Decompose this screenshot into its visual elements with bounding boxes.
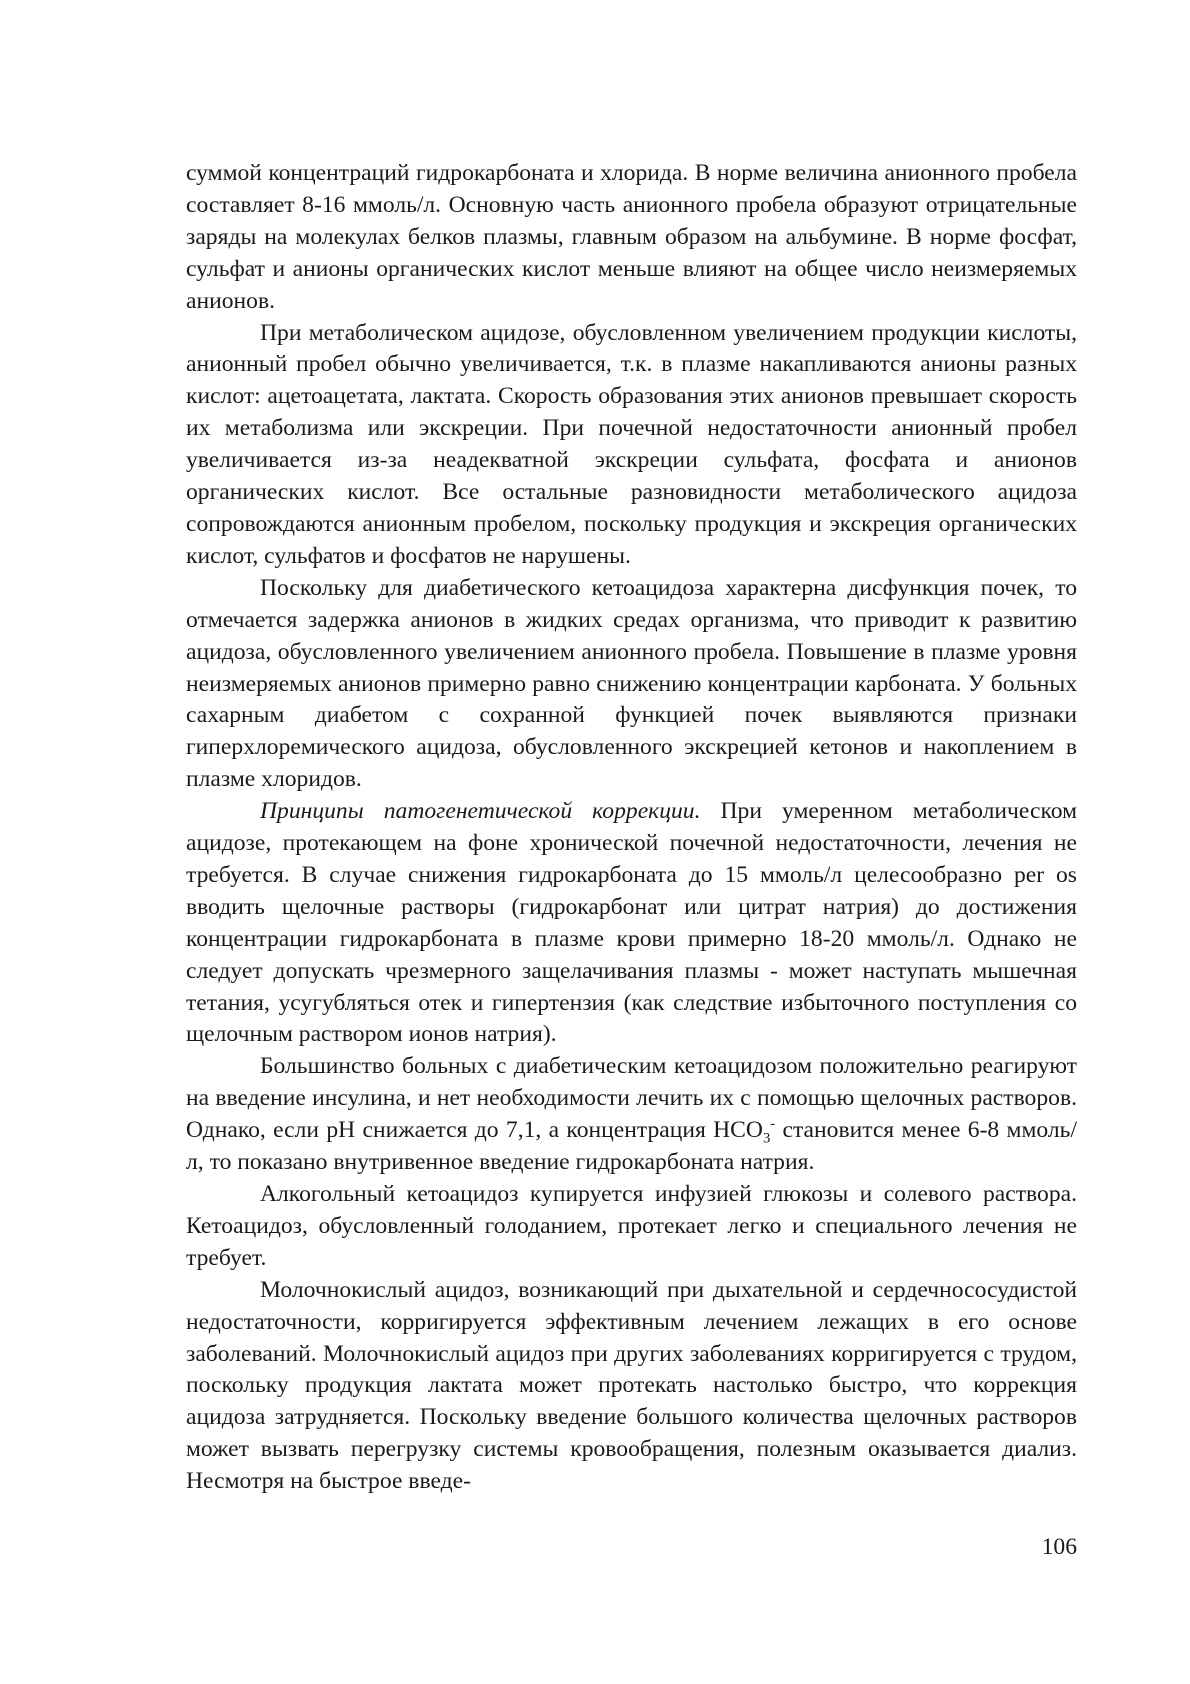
body-text — [186, 158, 1077, 1498]
paragraph-lactic-acidosis: Молочнокислый ацидоз, возникающий при дыхательной и сердечнососудистой недостаточности, корригируется эффективным лечением лежащих в его основе заболеваний. Молочнокислый ацидоз при других заболеваниях корригируется с трудом, поскольку продукция лактата может протекать настолько быстро, что коррекция ацидоза затрудняется. Поскольку введение большого количества щелочных растворов может вызвать перегрузку системы кровообращения, полезным оказывается диализ. Несмотря на быстрое введе- — [186, 1276, 1077, 1495]
paragraph-insulin-text-before: Большинство больных с диабетическим кетоацидозом положительно реагируют на введение инсулина, и нет необходимости лечить их с помощью щелочных растворов. Однако, если pH снижается до 7,1, а концентрация HCO — [186, 1053, 1077, 1144]
paragraph-alcoholic-ketoacidosis: Алкогольный кетоацидоз купируется инфузией глюкозы и солевого раствора. Кетоацидоз, обусловленный голоданием, протекает легко и специального лечения не требует. — [186, 1181, 1077, 1271]
paragraph-metabolic-acidosis: При метаболическом ацидозе, обусловленном увеличением продукции кислоты, анионный пробел обычно увеличивается, т.к. в плазме накапливаются анионы разных кислот: ацетоацетата, лактата. Скорость образования этих анионов превышает скорость их метаболизма или экскреции. При почечной недостаточности анионный пробел увеличивается из-за неадекватной экскреции сульфата, фосфата и анионов органических кислот. Все остальные разновидности метаболического ацидоза сопровождаются анионным пробелом, поскольку продукция и экскреция органических кислот, сульфатов и фосфатов не нарушены. — [186, 319, 1077, 569]
paragraph-insulin-text-after: становится менее 6-8 ммоль/л, то показано внутривенное введение гидрокарбоната натрия. — [186, 1117, 1077, 1176]
paragraph-correction-principles — [186, 796, 1077, 1051]
formula-subscript: 3 — [762, 1130, 771, 1147]
page-number: 106 — [1041, 1534, 1077, 1560]
paragraph-correction-text: При умеренном метаболическом ацидозе, протекающем на фоне хронической почечной недостаточности, лечения не требуется. В случае снижения гидрокарбоната до 15 ммоль/л целесообразно per os вводить щелочные растворы (гидрокарбонат или цитрат натрия) до достижения концентрации гидрокарбоната в плазме крови примерно 18-20 ммоль/л. Однако не следует допускать чрезмерного защелачивания плазмы - может наступать мышечная тетания, усугубляться отек и гипертензия (как следствие избыточного поступления со щелочным раствором ионов натрия). — [186, 798, 1077, 1048]
formula-superscript: - — [770, 1116, 776, 1133]
paragraph-anion-gap-intro: суммой концентраций гидрокарбоната и хлорида. В норме величина анионного пробела составляет 8-16 ммоль/л. Основную часть анионного пробела образуют отрицательные заряды на молекулах белков плазмы, главным образом на альбумине. В норме фосфат, сульфат и анионы органических кислот меньше влияют на общее число неизмеряемых анионов. — [186, 160, 1077, 314]
paragraph-insulin-treatment — [186, 1051, 1077, 1179]
paragraph-diabetic-ketoacidosis: Поскольку для диабетического кетоацидоза характерна дисфункция почек, то отмечается задержка анионов в жидких средах организма, что приводит к развитию ацидоза, обусловленного увеличением анионного пробела. Повышение в плазме уровня неизмеряемых анионов примерно равно снижению концентрации карбоната. У больных сахарным диабетом с сохранной функцией почек выявляются признаки гиперхлоремического ацидоза, обусловленного экскрецией кетонов и накоплением в плазме хлоридов. — [186, 574, 1077, 793]
section-lead-italic: Принципы патогенетической коррекции. — [260, 798, 701, 825]
